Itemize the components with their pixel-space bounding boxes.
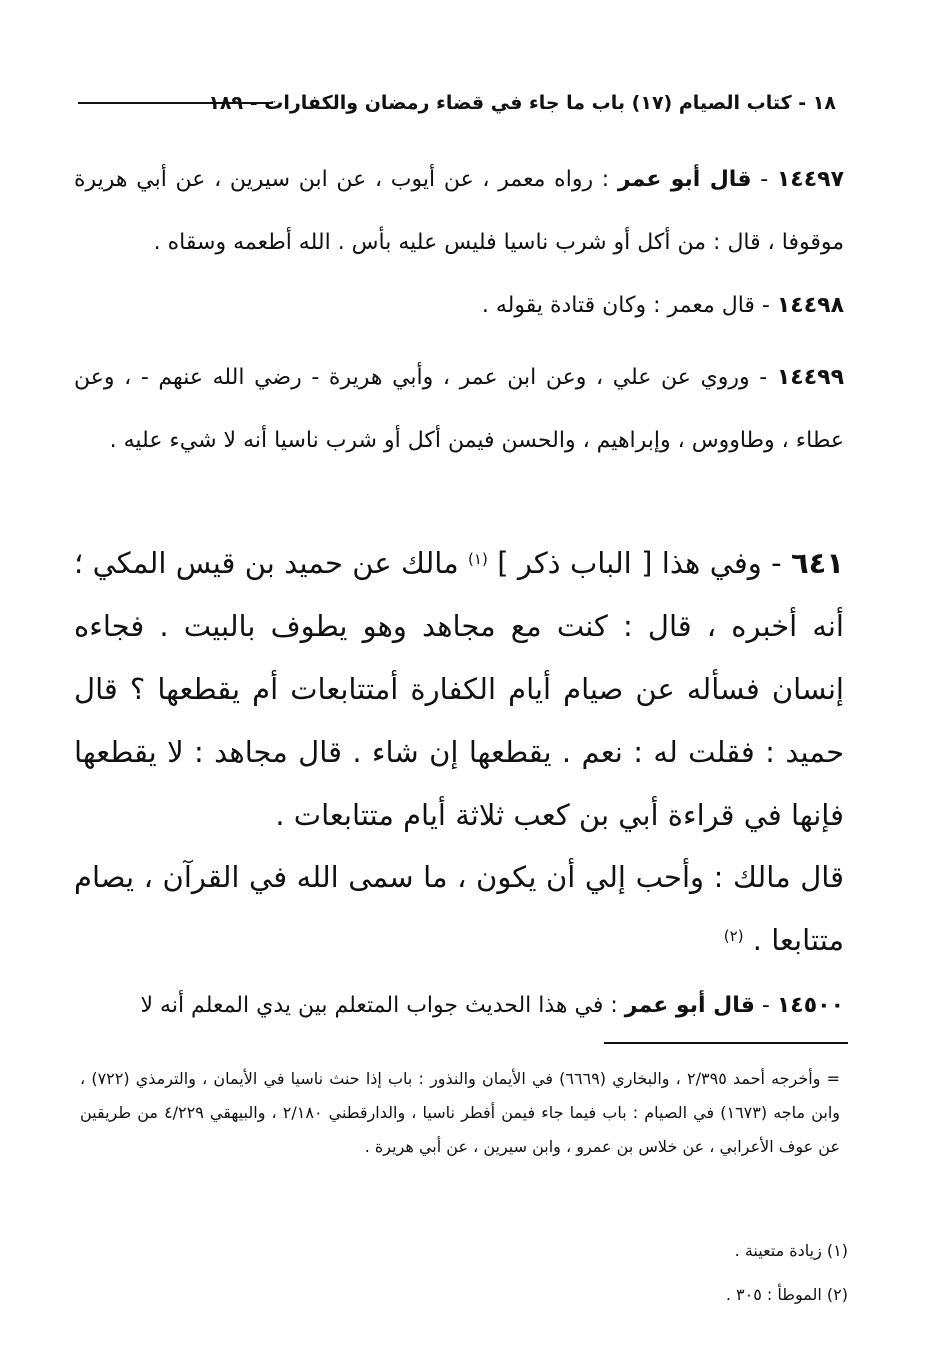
statement-text: قال مالك : وأحب إلي أن يكون ، ما سمى الله في القرآن ، يصام متتابعا . bbox=[74, 860, 844, 957]
footnote-1: (١) زيادة متعينة . bbox=[734, 1241, 848, 1260]
header-rule bbox=[78, 102, 273, 104]
footnote-2: (٢) الموطأ : ٣٠٥ . bbox=[725, 1285, 848, 1304]
hadith-text-before: وفي هذا [ الباب ذكر ] bbox=[497, 546, 762, 580]
footnote-separator bbox=[604, 1042, 848, 1044]
paragraph-number: ١٤٤٩٧ bbox=[776, 167, 844, 192]
paragraph-14497: ١٤٤٩٧ - قال أبو عمر : رواه معمر ، عن أيوب ، عن ابن سيرين ، عن أبي هريرة موقوفا ، قال : من أكل أو شرب ناسيا فليس عليه بأس . الله أطعمه وسقاه . bbox=[74, 167, 844, 255]
footnote-ref-1[interactable]: (١) bbox=[468, 550, 488, 568]
running-header-text: ١٨ - كتاب الصيام (١٧) باب ما جاء في قضاء رمضان والكفارات - ١٨٩ bbox=[208, 92, 836, 114]
footnote-ref-2[interactable]: (٢) bbox=[723, 927, 744, 945]
speaker-lead: قال أبو عمر bbox=[624, 993, 755, 1018]
paragraph-number: ١٤٤٩٩ bbox=[776, 365, 844, 390]
paragraph-text: قال معمر : وكان قتادة يقوله . bbox=[481, 293, 755, 318]
paragraph-text: وروي عن علي ، وعن ابن عمر ، وأبي هريرة - رضي الله عنهم - ، وعن عطاء ، وطاووس ، وإبراهيم ، والحسن فيمن أكل أو شرب ناسيا أنه لا شيء عليه . bbox=[74, 365, 844, 453]
hadith-text-after: مالك عن حميد بن قيس المكي ؛ أنه أخبره ، قال : كنت مع مجاهد وهو يطوف بالبيت . فجاءه إنسان فسأله عن صيام أيام الكفارة أمتتابعات أم يقطعها ؟ قال حميد : فقلت له : نعم . يقطعها إن شاء . قال مجاهد : لا يقطعها فإنها في قراءة أبي بن كعب ثلاثة أيام متتابعات . bbox=[74, 546, 844, 832]
paragraph-text: : في هذا الحديث جواب المتعلم بين يدي المعلم أنه لا bbox=[140, 993, 618, 1018]
paragraph-number: ١٤٤٩٨ bbox=[776, 293, 844, 318]
hadith-641: ٦٤١ - وفي هذا [ الباب ذكر ] $^{(١)}$ مالك عن حميد بن قيس المكي ؛ أنه أخبره ، قال : كنت مع مجاهد وهو يطوف بالبيت . فجاءه إنسان فسأله عن صيام أيام الكفارة أمتتابعات أم يقطعها ؟ قال حميد : فقلت له : نعم . يقطعها إن شاء . قال مجاهد : لا يقطعها فإنها في قراءة أبي بن كعب ثلاثة أيام متتابعات . bbox=[74, 546, 845, 832]
running-header bbox=[78, 88, 836, 124]
footnote-continued: = وأخرجه أحمد ٢/٣٩٥ ، والبخاري (٦٦٦٩) في الأيمان والنذور : باب إذا حنث ناسيا في الأيمان ، والترمذي (٧٢٢) ، وابن ماجه (١٦٧٣) في الصيام : باب فيما جاء فيمن أفطر ناسيا ، والدارقطني ٢/١٨٠ ، والبيهقي ٤/٢٢٩ من طريقين عن عوف الأعرابي ، عن خلاس بن عمرو ، وابن سيرين ، عن أبي هريرة . bbox=[80, 1069, 841, 1156]
paragraph-14500: ١٤٥٠٠ - قال أبو عمر : في هذا الحديث جواب المتعلم بين يدي المعلم أنه لا bbox=[140, 993, 844, 1018]
paragraph-number: ١٤٥٠٠ bbox=[776, 993, 844, 1018]
paragraph-14499: ١٤٤٩٩ - وروي عن علي ، وعن ابن عمر ، وأبي هريرة - رضي الله عنهم - ، وعن عطاء ، وطاووس ، وإبراهيم ، والحسن فيمن أكل أو شرب ناسيا أنه لا شيء عليه . bbox=[74, 365, 844, 453]
paragraph-14498: ١٤٤٩٨ - قال معمر : وكان قتادة يقوله . bbox=[481, 293, 844, 318]
paragraph-text: : رواه معمر ، عن أيوب ، عن ابن سيرين ، عن أبي هريرة موقوفا ، قال : من أكل أو شرب ناسيا فليس عليه بأس . الله أطعمه وسقاه . bbox=[74, 167, 844, 255]
hadith-number: ٦٤١ bbox=[790, 546, 845, 580]
speaker-lead: قال أبو عمر bbox=[617, 167, 752, 192]
malik-statement bbox=[74, 846, 844, 972]
